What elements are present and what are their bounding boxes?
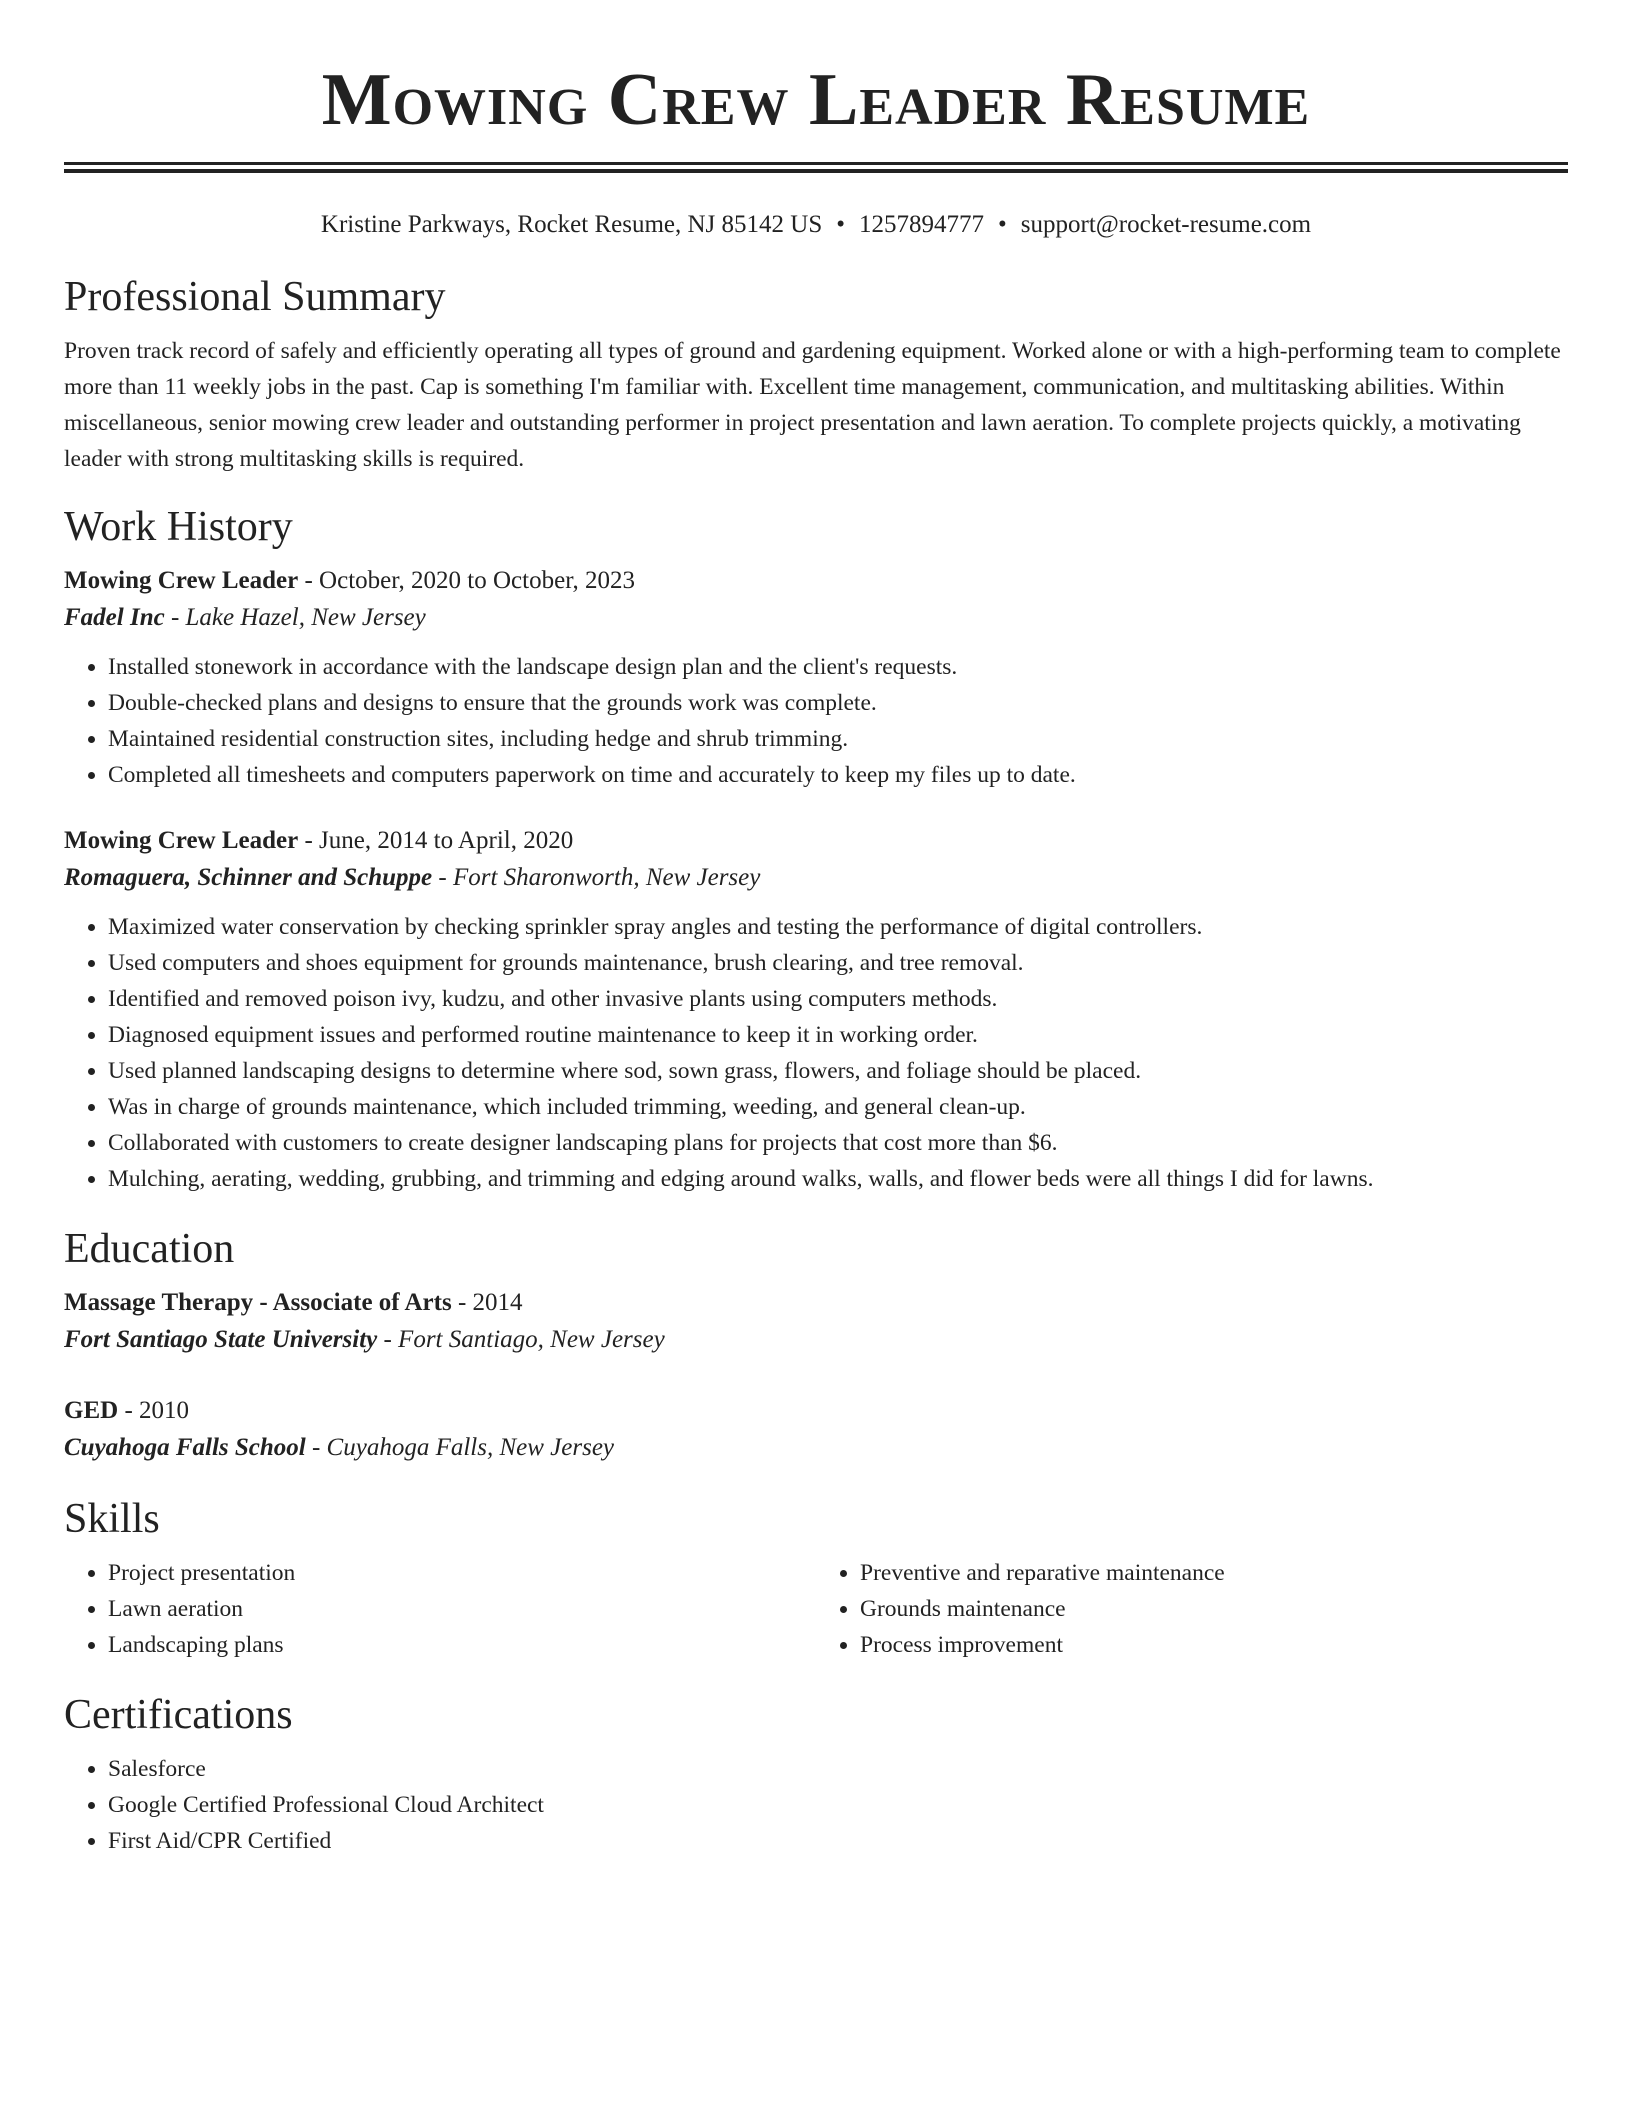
- list-item: • Diagnosed equipment issues and performed routine maintenance to keep it in working order.: [108, 1017, 1568, 1053]
- skills-list-left: [64, 1555, 816, 1663]
- list-item: • Completed all timesheets and computers paperwork on time and accurately to keep my files up to date.: [108, 757, 1568, 793]
- school-name: Fort Santiago State University: [64, 1326, 378, 1353]
- job-title: Mowing Crew Leader: [64, 567, 299, 594]
- job-title-line: [64, 563, 1568, 599]
- education-heading: Education: [64, 1226, 235, 1272]
- contact-line: [64, 209, 1568, 241]
- job-location: - Lake Hazel, New Jersey: [164, 604, 426, 631]
- contact-email: support@rocket-resume.com: [1020, 211, 1312, 238]
- job-company: Romaguera, Schinner and Schuppe: [64, 864, 433, 891]
- summary-text: Proven track record of safely and efficiently operating all types of ground and gardening equipment. Worked alone or with a high-performing team to complete more than 11 weekly jobs in the past. Cap is something I'm familiar with. Excellent time management, communication, and multitasking abilities. Within miscellaneous, senior mowing crew leader and outstanding performer in project presentation and lawn aeration. To complete projects quickly, a motivating leader with strong multitasking skills is required.: [64, 338, 1561, 472]
- school-line: [64, 1321, 1568, 1359]
- skills-section: [64, 1493, 1568, 1663]
- list-item: • Grounds maintenance: [860, 1591, 1568, 1627]
- list-item: • Used planned landscaping designs to determine where sod, sown grass, flowers, and foliage should be placed.: [108, 1053, 1568, 1089]
- skills-grid: [64, 1555, 1568, 1663]
- list-item: • Landscaping plans: [108, 1627, 816, 1663]
- job-company-line: [64, 859, 1568, 897]
- certifications-section: [64, 1689, 1568, 1859]
- job-bullets: [64, 909, 1568, 1197]
- list-item: • Google Certified Professional Cloud Architect: [108, 1787, 1568, 1823]
- job-dates: - October, 2020 to October, 2023: [298, 567, 636, 594]
- list-item: • Was in charge of grounds maintenance, which included trimming, weeding, and general clean-up.: [108, 1089, 1568, 1125]
- list-item: • Lawn aeration: [108, 1591, 816, 1627]
- degree: Massage Therapy - Associate of Arts: [64, 1289, 452, 1316]
- list-item: • Identified and removed poison ivy, kudzu, and other invasive plants using computers methods.: [108, 981, 1568, 1017]
- list-item: • Collaborated with customers to create designer landscaping plans for projects that cost more than $6.: [108, 1125, 1568, 1161]
- list-item: • Mulching, aerating, wedding, grubbing, and trimming and edging around walks, walls, and flower beds were all things I did for lawns.: [108, 1161, 1568, 1197]
- contact-phone: 1257894777: [859, 211, 985, 238]
- skills-heading: Skills: [64, 1496, 160, 1542]
- degree-year: - 2010: [118, 1397, 190, 1424]
- school-line: [64, 1429, 1568, 1467]
- school-location: - Cuyahoga Falls, New Jersey: [305, 1434, 615, 1461]
- summary-section: [64, 271, 1568, 477]
- degree-line: [64, 1393, 1568, 1429]
- degree-year: - 2014: [451, 1289, 523, 1316]
- job-location: - Fort Sharonworth, New Jersey: [432, 864, 761, 891]
- job-company: Fadel Inc: [64, 604, 165, 631]
- summary-heading: Professional Summary: [64, 274, 446, 320]
- certifications-heading: Certifications: [64, 1692, 293, 1738]
- education-section: [64, 1223, 1568, 1467]
- education-entry: [64, 1393, 1568, 1467]
- certifications-list: [64, 1751, 1568, 1859]
- school-name: Cuyahoga Falls School: [64, 1434, 306, 1461]
- job-title-line: [64, 823, 1568, 859]
- list-item: • Process improvement: [860, 1627, 1568, 1663]
- list-item: • Installed stonework in accordance with the landscape design plan and the client's requests.: [108, 649, 1568, 685]
- list-item: • First Aid/CPR Certified: [108, 1823, 1568, 1859]
- list-item: • Preventive and reparative maintenance: [860, 1555, 1568, 1591]
- list-item: • Maintained residential construction sites, including hedge and shrub trimming.: [108, 721, 1568, 757]
- degree: GED: [64, 1397, 119, 1424]
- education-entry: [64, 1285, 1568, 1359]
- job-title: Mowing Crew Leader: [64, 827, 299, 854]
- list-item: • Double-checked plans and designs to ensure that the grounds work was complete.: [108, 685, 1568, 721]
- job-entry: [64, 823, 1568, 1197]
- job-company-line: [64, 599, 1568, 637]
- contact-address: Kristine Parkways, Rocket Resume, NJ 85142 US: [320, 211, 823, 238]
- skills-list-right: [816, 1555, 1568, 1663]
- list-item: • Salesforce: [108, 1751, 1568, 1787]
- list-item: • Maximized water conservation by checking sprinkler spray angles and testing the performance of digital controllers.: [108, 909, 1568, 945]
- work-history-heading: Work History: [64, 504, 293, 550]
- degree-line: [64, 1285, 1568, 1321]
- title-divider: [64, 162, 1568, 173]
- list-item: • Project presentation: [108, 1555, 816, 1591]
- contact-separator: •: [836, 211, 846, 238]
- list-item: • Used computers and shoes equipment for grounds maintenance, brush clearing, and tree removal.: [108, 945, 1568, 981]
- job-entry: [64, 563, 1568, 793]
- job-bullets: [64, 649, 1568, 793]
- contact-separator: •: [998, 211, 1007, 238]
- page-title: Mowing Crew Leader Resume: [321, 59, 1311, 141]
- job-dates: - June, 2014 to April, 2020: [298, 827, 574, 854]
- work-history-section: [64, 501, 1568, 1197]
- school-location: - Fort Santiago, New Jersey: [377, 1326, 665, 1353]
